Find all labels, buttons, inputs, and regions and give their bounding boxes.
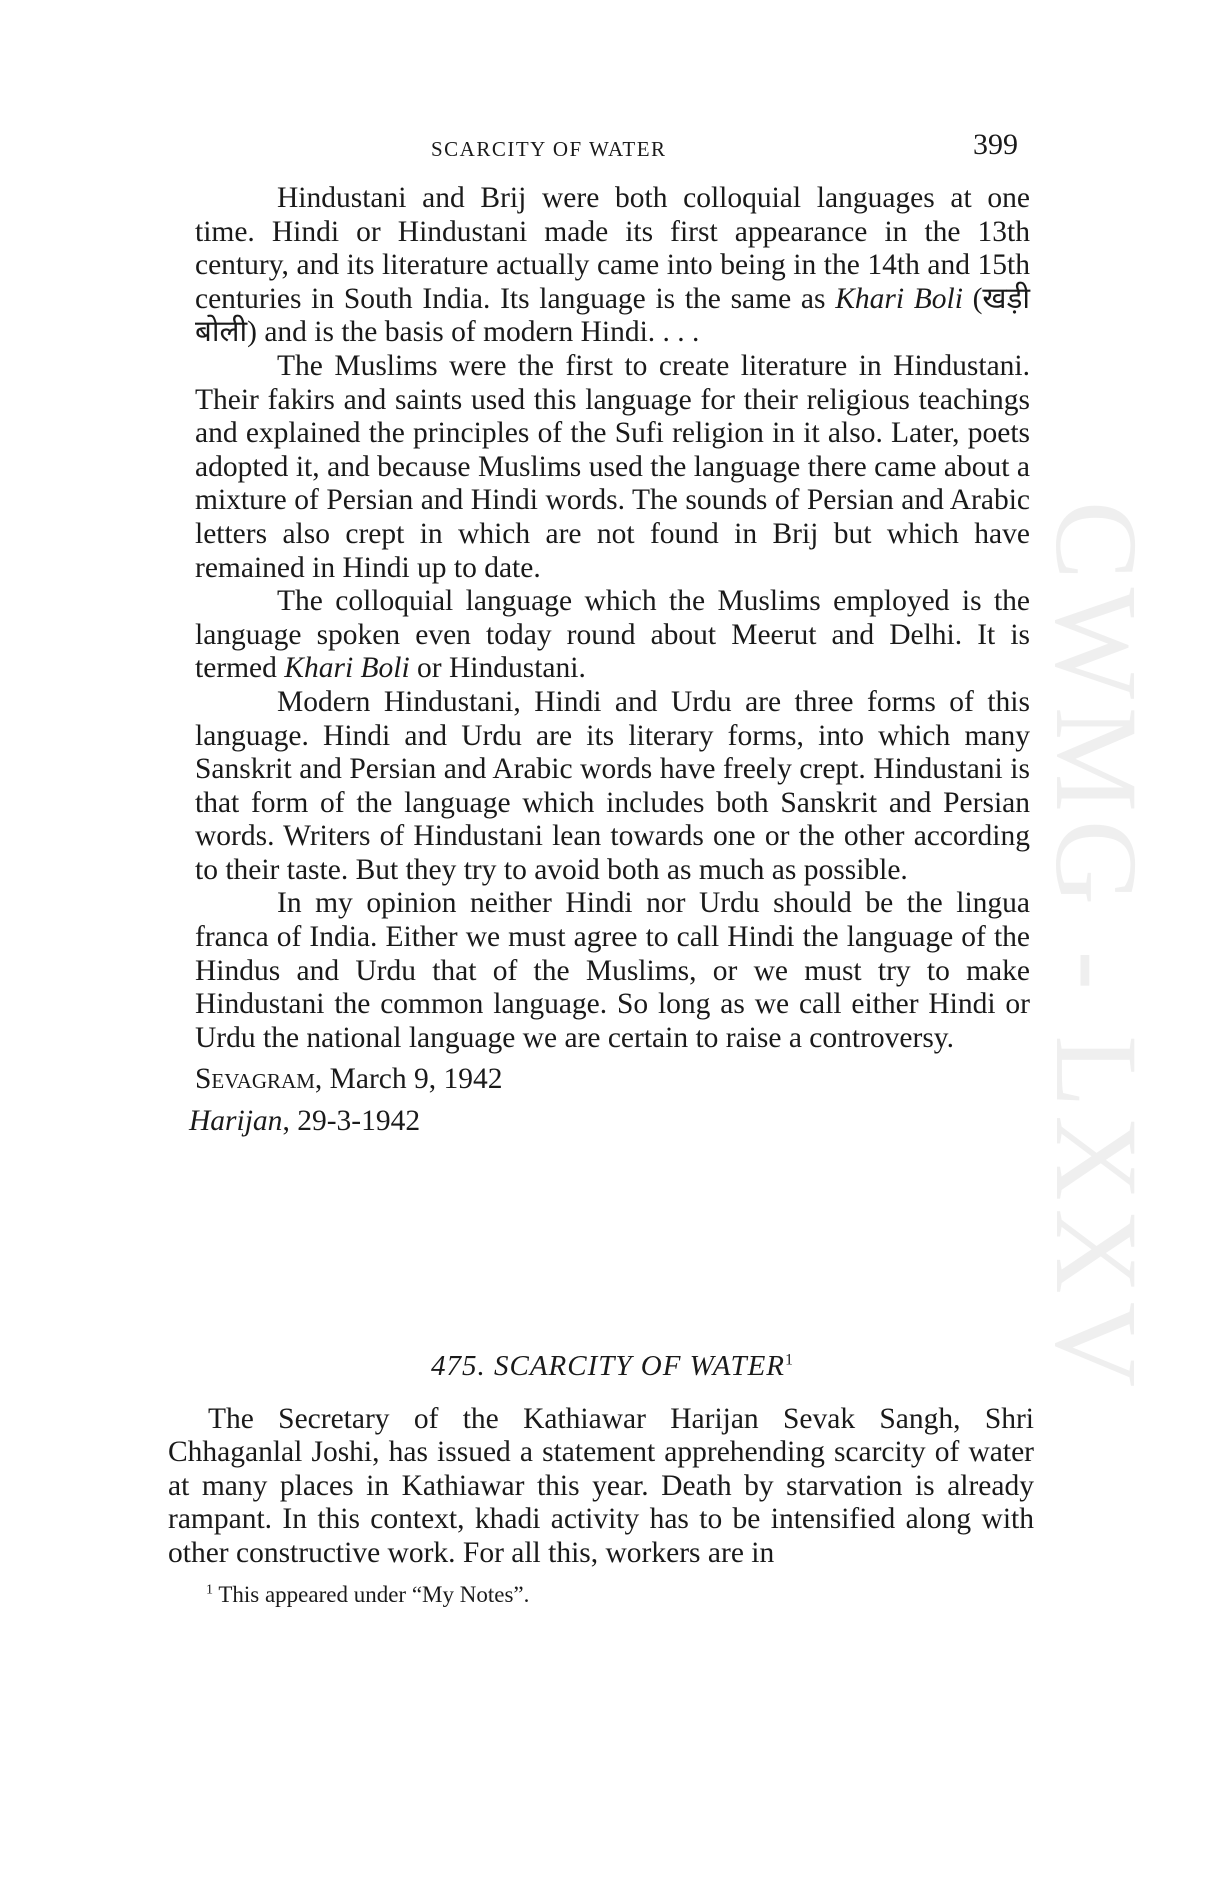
footnote <box>206 1582 529 1608</box>
footnote-text: This appeared under “My Notes”. <box>213 1582 530 1607</box>
dateline-date: , March 9, 1942 <box>314 1063 503 1096</box>
running-head <box>195 128 1030 168</box>
section-paragraph: The Secretary of the Kathiawar Harijan Sevak Sangh, Shri Chhaganlal Joshi, has issued a statement apprehending scarcity of water at many places in Kathiawar this year. Death by starvation is already rampant. In this context, khadi activity has to be intensified along with other constructive work. For all this, workers are in <box>168 1403 1034 1569</box>
paragraph-1 <box>195 182 1030 350</box>
section-footnote-marker: 1 <box>785 1351 794 1369</box>
source-line <box>189 1105 1030 1139</box>
paragraph-1-part-b: (खड़ी बोली) and is the basis of modern Hindi. . . . <box>195 282 1030 349</box>
paragraph-5: In my opinion neither Hindi nor Urdu should be the lingua franca of India. Either we must agree to call Hindi the language of the Hindus and Urdu that of the Muslims, or we must try to make Hindustani the common language. So long as we call either Hindi or Urdu the national language we are certain to raise a controversy. <box>195 887 1030 1054</box>
source-publication: Harijan <box>189 1105 283 1138</box>
body-text <box>189 182 1030 1139</box>
footnote-marker: 1 <box>206 1582 213 1598</box>
watermark <box>1031 418 1162 1478</box>
paragraph-3-part-a: The colloquial language which the Muslims employed is the language spoken even today round about Meerut and Delhi. It is termed <box>195 585 1030 685</box>
source-date: , 29-3-1942 <box>282 1105 421 1138</box>
paragraph-1-part-a: Hindustani and Brij were both colloquial languages at one time. Hindi or Hindustani made its first appearance in the 13th century, and its literature actually came into being in the 14th and 15th centuries in South India. Its language is the same as <box>195 182 1030 315</box>
watermark-text: CWMG - LXXV <box>1031 500 1162 1396</box>
term-khari-boli: Khari Boli <box>835 282 963 315</box>
page-number: 399 <box>973 128 1018 161</box>
paragraph-2: The Muslims were the first to create literature in Hindustani. Their fakirs and saints used this language for their religious teachings and explained the principles of the Sufi religion in it also. Later, poets adopted it, and because Muslims used the language there came about a mixture of Persian and Hindi words. The sounds of Persian and Arabic letters also crept in which are not found in Brij but which have remained in Hindi up to date. <box>195 349 1030 584</box>
dateline <box>195 1063 1030 1097</box>
paragraph-3 <box>195 585 1030 686</box>
paragraph-4: Modern Hindustani, Hindi and Urdu are three forms of this language. Hindi and Urdu are its literary forms, into which many Sanskrit and Persian and Arabic words have freely crept. Hindustani is that form of the language which includes both Sanskrit and Persian words. Writers of Hindustani lean towards one or the other according to their taste. But they try to avoid both as much as possible. <box>195 685 1030 886</box>
paragraph-3-part-b: or Hindustani. <box>409 652 586 685</box>
dateline-place: Sevagram <box>195 1063 315 1096</box>
section-text <box>168 1403 1034 1570</box>
running-title: SCARCITY OF WATER <box>431 137 667 161</box>
section-heading <box>195 1350 1030 1383</box>
term-khari-boli: Khari Boli <box>284 652 410 685</box>
section-title: 475. SCARCITY OF WATER <box>430 1350 785 1382</box>
